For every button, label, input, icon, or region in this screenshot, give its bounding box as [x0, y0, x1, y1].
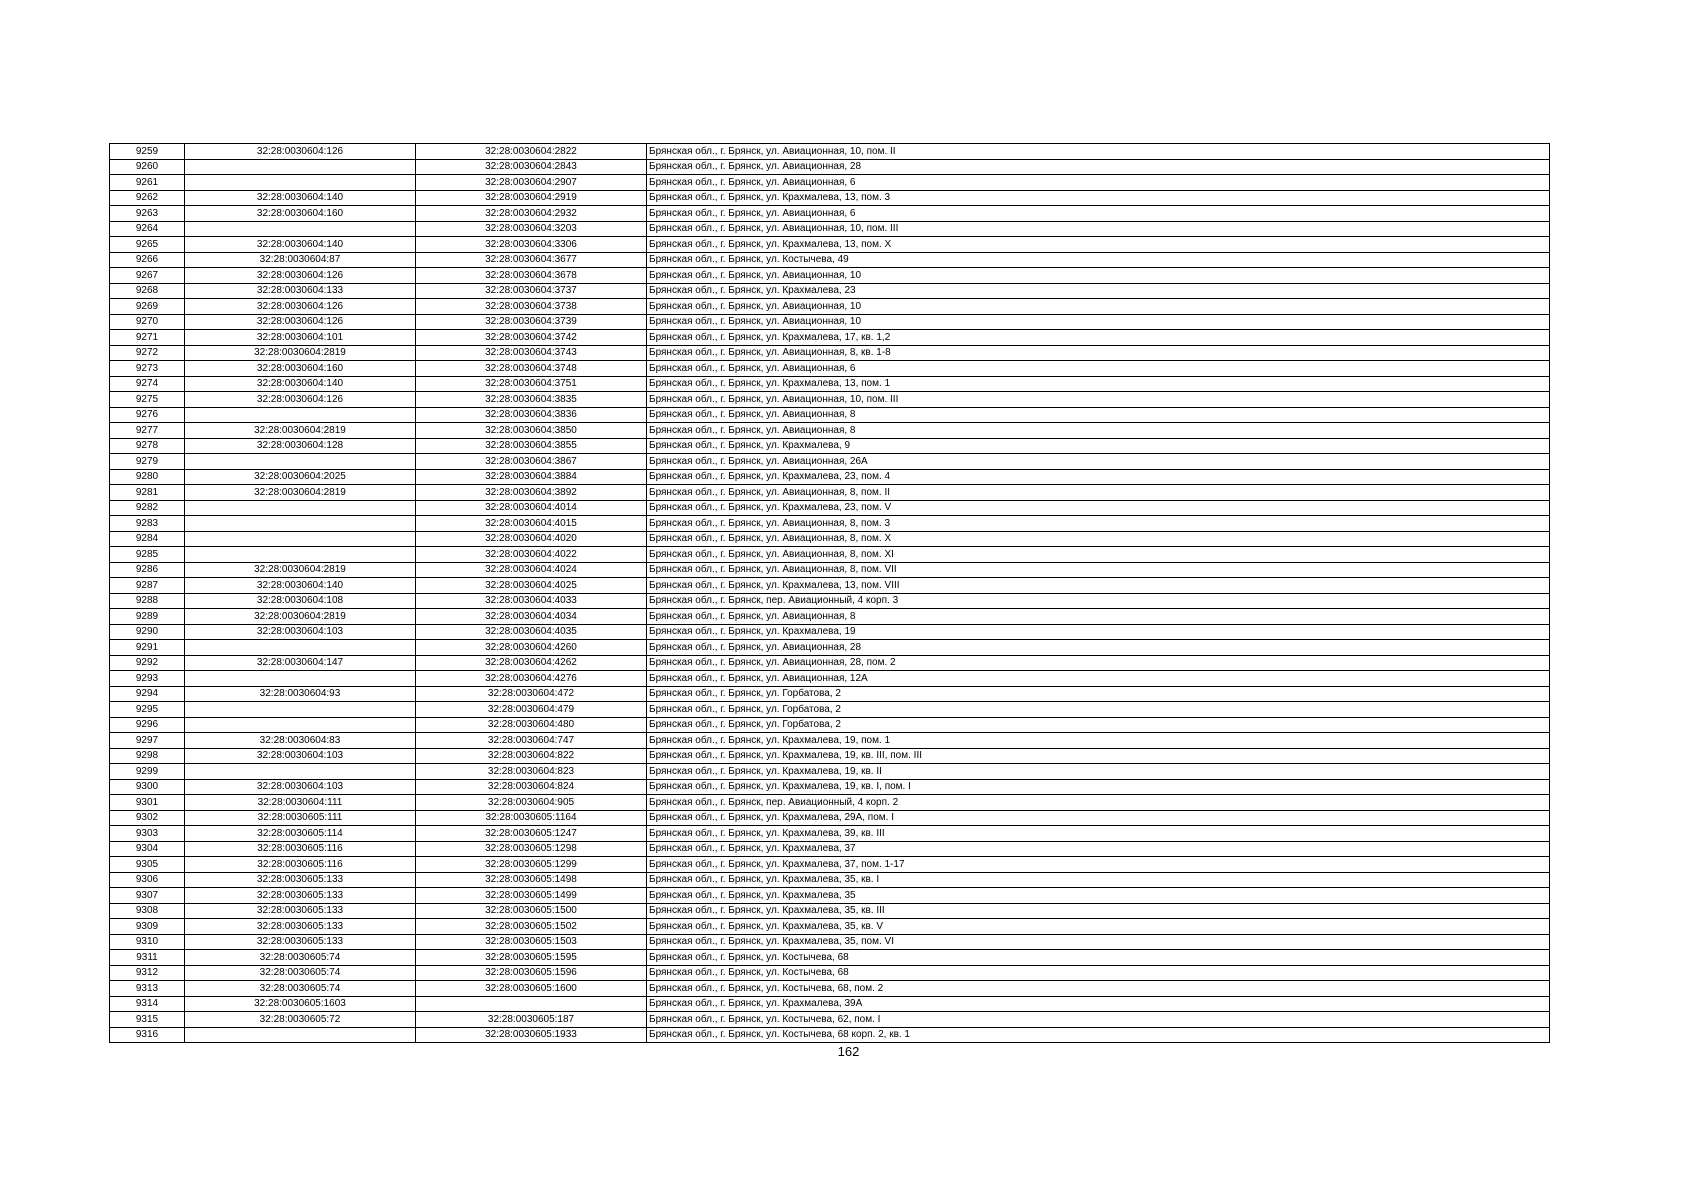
row-number-cell: 9287: [110, 578, 185, 594]
address-cell: Брянская обл., г. Брянск, ул. Авиационная, 8, пом. X: [647, 531, 1550, 547]
row-number-cell: 9308: [110, 903, 185, 919]
page-number: 162: [837, 1044, 860, 1059]
address-cell: Брянская обл., г. Брянск, ул. Горбатова, 2: [647, 686, 1550, 702]
cadastral-number-cell: 32:28:0030605:1503: [416, 934, 647, 950]
cadastral-number-cell: 32:28:0030604:3738: [416, 299, 647, 315]
parent-cadastral-number-cell: 32:28:0030605:133: [185, 919, 416, 935]
parent-cadastral-number-cell: 32:28:0030604:93: [185, 686, 416, 702]
row-number-cell: 9271: [110, 330, 185, 346]
parent-cadastral-number-cell: 32:28:0030604:103: [185, 624, 416, 640]
table-row: [110, 438, 1550, 454]
table-row: [110, 872, 1550, 888]
address-cell: Брянская обл., г. Брянск, ул. Крахмалева, 13, пом. 1: [647, 376, 1550, 392]
table-row: [110, 454, 1550, 470]
table-row: [110, 686, 1550, 702]
table-row: [110, 1027, 1550, 1043]
row-number-cell: 9278: [110, 438, 185, 454]
parent-cadastral-number-cell: 32:28:0030605:116: [185, 841, 416, 857]
table-row: [110, 748, 1550, 764]
address-cell: Брянская обл., г. Брянск, ул. Крахмалева, 35, пом. VI: [647, 934, 1550, 950]
row-number-cell: 9269: [110, 299, 185, 315]
address-cell: Брянская обл., г. Брянск, пер. Авиационный, 4 корп. 3: [647, 593, 1550, 609]
row-number-cell: 9300: [110, 779, 185, 795]
cadastral-number-cell: 32:28:0030604:4024: [416, 562, 647, 578]
row-number-cell: 9303: [110, 826, 185, 842]
parent-cadastral-number-cell: [185, 454, 416, 470]
cadastral-number-cell: 32:28:0030604:4033: [416, 593, 647, 609]
address-cell: Брянская обл., г. Брянск, ул. Крахмалева, 37: [647, 841, 1550, 857]
parent-cadastral-number-cell: [185, 671, 416, 687]
parent-cadastral-number-cell: 32:28:0030605:133: [185, 903, 416, 919]
parent-cadastral-number-cell: 32:28:0030604:111: [185, 795, 416, 811]
address-cell: Брянская обл., г. Брянск, ул. Крахмалева, 37, пом. 1-17: [647, 857, 1550, 873]
address-cell: Брянская обл., г. Брянск, ул. Авиационная, 26А: [647, 454, 1550, 470]
table-row: [110, 857, 1550, 873]
cadastral-number-cell: 32:28:0030604:3737: [416, 283, 647, 299]
table-row: [110, 919, 1550, 935]
address-cell: Брянская обл., г. Брянск, ул. Крахмалева, 19: [647, 624, 1550, 640]
table-row: [110, 624, 1550, 640]
cadastral-number-cell: 32:28:0030605:1933: [416, 1027, 647, 1043]
parent-cadastral-number-cell: [185, 407, 416, 423]
cadastral-number-cell: 32:28:0030604:3678: [416, 268, 647, 284]
table-row: [110, 764, 1550, 780]
cadastral-number-cell: 32:28:0030604:2822: [416, 144, 647, 160]
row-number-cell: 9259: [110, 144, 185, 160]
parent-cadastral-number-cell: 32:28:0030604:2819: [185, 562, 416, 578]
table-row: [110, 314, 1550, 330]
parent-cadastral-number-cell: 32:28:0030604:126: [185, 314, 416, 330]
parent-cadastral-number-cell: 32:28:0030604:140: [185, 578, 416, 594]
table-row: [110, 252, 1550, 268]
table-row: [110, 299, 1550, 315]
cadastral-number-cell: 32:28:0030604:3835: [416, 392, 647, 408]
cadastral-number-cell: 32:28:0030604:3739: [416, 314, 647, 330]
cadastral-number-cell: 32:28:0030604:822: [416, 748, 647, 764]
cadastral-number-cell: 32:28:0030605:1498: [416, 872, 647, 888]
row-number-cell: 9313: [110, 981, 185, 997]
cadastral-number-cell: 32:28:0030604:3748: [416, 361, 647, 377]
parent-cadastral-number-cell: 32:28:0030605:133: [185, 872, 416, 888]
table-row: [110, 841, 1550, 857]
row-number-cell: 9296: [110, 717, 185, 733]
table-row: [110, 779, 1550, 795]
register-table-body: [110, 144, 1550, 1043]
address-cell: Брянская обл., г. Брянск, ул. Авиационная, 10, пом. III: [647, 221, 1550, 237]
row-number-cell: 9264: [110, 221, 185, 237]
parent-cadastral-number-cell: [185, 1027, 416, 1043]
table-row: [110, 392, 1550, 408]
table-row: [110, 950, 1550, 966]
table-row: [110, 702, 1550, 718]
cadastral-number-cell: 32:28:0030604:4035: [416, 624, 647, 640]
row-number-cell: 9283: [110, 516, 185, 532]
table-row: [110, 593, 1550, 609]
table-row: [110, 640, 1550, 656]
row-number-cell: 9290: [110, 624, 185, 640]
address-cell: Брянская обл., г. Брянск, ул. Авиационная, 8, пом. II: [647, 485, 1550, 501]
row-number-cell: 9298: [110, 748, 185, 764]
table-row: [110, 175, 1550, 191]
table-row: [110, 826, 1550, 842]
cadastral-number-cell: 32:28:0030604:3884: [416, 469, 647, 485]
cadastral-number-cell: 32:28:0030605:187: [416, 1012, 647, 1028]
cadastral-number-cell: 32:28:0030604:2907: [416, 175, 647, 191]
parent-cadastral-number-cell: 32:28:0030604:147: [185, 655, 416, 671]
cadastral-number-cell: 32:28:0030604:747: [416, 733, 647, 749]
cadastral-number-cell: 32:28:0030605:1600: [416, 981, 647, 997]
parent-cadastral-number-cell: 32:28:0030605:116: [185, 857, 416, 873]
address-cell: Брянская обл., г. Брянск, ул. Авиационная, 6: [647, 175, 1550, 191]
address-cell: Брянская обл., г. Брянск, ул. Авиационная, 12А: [647, 671, 1550, 687]
address-cell: Брянская обл., г. Брянск, ул. Костычева, 68, пом. 2: [647, 981, 1550, 997]
cadastral-number-cell: 32:28:0030605:1500: [416, 903, 647, 919]
parent-cadastral-number-cell: 32:28:0030604:140: [185, 376, 416, 392]
address-cell: Брянская обл., г. Брянск, ул. Авиационная, 10: [647, 268, 1550, 284]
parent-cadastral-number-cell: [185, 764, 416, 780]
parent-cadastral-number-cell: 32:28:0030604:133: [185, 283, 416, 299]
cadastral-number-cell: 32:28:0030605:1298: [416, 841, 647, 857]
cadastral-number-cell: 32:28:0030604:3855: [416, 438, 647, 454]
cadastral-number-cell: 32:28:0030604:3836: [416, 407, 647, 423]
table-row: [110, 996, 1550, 1012]
row-number-cell: 9263: [110, 206, 185, 222]
row-number-cell: 9267: [110, 268, 185, 284]
address-cell: Брянская обл., г. Брянск, ул. Крахмалева, 35, кв. I: [647, 872, 1550, 888]
parent-cadastral-number-cell: 32:28:0030604:103: [185, 779, 416, 795]
table-row: [110, 423, 1550, 439]
cadastral-number-cell: 32:28:0030604:480: [416, 717, 647, 733]
row-number-cell: 9311: [110, 950, 185, 966]
address-cell: Брянская обл., г. Брянск, ул. Костычева, 49: [647, 252, 1550, 268]
parent-cadastral-number-cell: 32:28:0030605:74: [185, 950, 416, 966]
cadastral-number-cell: 32:28:0030604:824: [416, 779, 647, 795]
row-number-cell: 9280: [110, 469, 185, 485]
parent-cadastral-number-cell: 32:28:0030605:111: [185, 810, 416, 826]
cadastral-number-cell: 32:28:0030604:4022: [416, 547, 647, 563]
table-row: [110, 578, 1550, 594]
parent-cadastral-number-cell: 32:28:0030605:72: [185, 1012, 416, 1028]
row-number-cell: 9268: [110, 283, 185, 299]
row-number-cell: 9272: [110, 345, 185, 361]
parent-cadastral-number-cell: 32:28:0030605:74: [185, 981, 416, 997]
row-number-cell: 9289: [110, 609, 185, 625]
row-number-cell: 9262: [110, 190, 185, 206]
row-number-cell: 9270: [110, 314, 185, 330]
parent-cadastral-number-cell: 32:28:0030604:126: [185, 144, 416, 160]
table-row: [110, 283, 1550, 299]
table-row: [110, 981, 1550, 997]
cadastral-register-table: [109, 143, 1550, 1043]
address-cell: Брянская обл., г. Брянск, ул. Горбатова, 2: [647, 717, 1550, 733]
address-cell: Брянская обл., г. Брянск, ул. Крахмалева, 19, кв. II: [647, 764, 1550, 780]
address-cell: Брянская обл., г. Брянск, ул. Авиационная, 8, пом. XI: [647, 547, 1550, 563]
row-number-cell: 9295: [110, 702, 185, 718]
parent-cadastral-number-cell: 32:28:0030604:2819: [185, 423, 416, 439]
row-number-cell: 9310: [110, 934, 185, 950]
table-row: [110, 159, 1550, 175]
row-number-cell: 9265: [110, 237, 185, 253]
cadastral-number-cell: 32:28:0030604:3306: [416, 237, 647, 253]
parent-cadastral-number-cell: [185, 221, 416, 237]
cadastral-number-cell: 32:28:0030604:2843: [416, 159, 647, 175]
cadastral-number-cell: 32:28:0030604:3850: [416, 423, 647, 439]
parent-cadastral-number-cell: [185, 702, 416, 718]
address-cell: Брянская обл., г. Брянск, пер. Авиационный, 4 корп. 2: [647, 795, 1550, 811]
table-row: [110, 531, 1550, 547]
address-cell: Брянская обл., г. Брянск, ул. Крахмалева, 13, пом. X: [647, 237, 1550, 253]
parent-cadastral-number-cell: 32:28:0030604:128: [185, 438, 416, 454]
table-row: [110, 965, 1550, 981]
parent-cadastral-number-cell: [185, 640, 416, 656]
row-number-cell: 9297: [110, 733, 185, 749]
address-cell: Брянская обл., г. Брянск, ул. Авиационная, 8, пом. VII: [647, 562, 1550, 578]
row-number-cell: 9304: [110, 841, 185, 857]
parent-cadastral-number-cell: [185, 516, 416, 532]
row-number-cell: 9293: [110, 671, 185, 687]
cadastral-number-cell: 32:28:0030604:905: [416, 795, 647, 811]
address-cell: Брянская обл., г. Брянск, ул. Крахмалева, 35, кв. III: [647, 903, 1550, 919]
address-cell: Брянская обл., г. Брянск, ул. Крахмалева, 13, пом. 3: [647, 190, 1550, 206]
row-number-cell: 9306: [110, 872, 185, 888]
row-number-cell: 9279: [110, 454, 185, 470]
cadastral-number-cell: 32:28:0030604:3743: [416, 345, 647, 361]
row-number-cell: 9261: [110, 175, 185, 191]
parent-cadastral-number-cell: 32:28:0030604:160: [185, 361, 416, 377]
parent-cadastral-number-cell: 32:28:0030604:140: [185, 190, 416, 206]
parent-cadastral-number-cell: [185, 175, 416, 191]
row-number-cell: 9277: [110, 423, 185, 439]
parent-cadastral-number-cell: [185, 159, 416, 175]
cadastral-number-cell: 32:28:0030604:3867: [416, 454, 647, 470]
row-number-cell: 9274: [110, 376, 185, 392]
address-cell: Брянская обл., г. Брянск, ул. Авиационная, 28, пом. 2: [647, 655, 1550, 671]
table-row: [110, 190, 1550, 206]
cadastral-number-cell: 32:28:0030604:4034: [416, 609, 647, 625]
address-cell: Брянская обл., г. Брянск, ул. Авиационная, 8, кв. 1-8: [647, 345, 1550, 361]
address-cell: Брянская обл., г. Брянск, ул. Крахмалева, 19, кв. III, пом. III: [647, 748, 1550, 764]
cadastral-number-cell: 32:28:0030605:1502: [416, 919, 647, 935]
address-cell: Брянская обл., г. Брянск, ул. Крахмалева, 13, пом. VIII: [647, 578, 1550, 594]
address-cell: Брянская обл., г. Брянск, ул. Крахмалева, 35, кв. V: [647, 919, 1550, 935]
cadastral-number-cell: 32:28:0030604:2932: [416, 206, 647, 222]
row-number-cell: 9276: [110, 407, 185, 423]
parent-cadastral-number-cell: 32:28:0030604:2819: [185, 345, 416, 361]
cadastral-number-cell: 32:28:0030604:3751: [416, 376, 647, 392]
address-cell: Брянская обл., г. Брянск, ул. Крахмалева, 39, кв. III: [647, 826, 1550, 842]
cadastral-number-cell: 32:28:0030604:4014: [416, 500, 647, 516]
parent-cadastral-number-cell: 32:28:0030604:2819: [185, 609, 416, 625]
address-cell: Брянская обл., г. Брянск, ул. Крахмалева, 29А, пом. I: [647, 810, 1550, 826]
cadastral-number-cell: 32:28:0030605:1247: [416, 826, 647, 842]
parent-cadastral-number-cell: 32:28:0030604:126: [185, 299, 416, 315]
row-number-cell: 9281: [110, 485, 185, 501]
parent-cadastral-number-cell: 32:28:0030604:108: [185, 593, 416, 609]
address-cell: Брянская обл., г. Брянск, ул. Крахмалева, 19, кв. I, пом. I: [647, 779, 1550, 795]
row-number-cell: 9312: [110, 965, 185, 981]
table-row: [110, 268, 1550, 284]
table-row: [110, 671, 1550, 687]
parent-cadastral-number-cell: 32:28:0030604:101: [185, 330, 416, 346]
cadastral-number-cell: 32:28:0030604:2919: [416, 190, 647, 206]
address-cell: Брянская обл., г. Брянск, ул. Крахмалева, 9: [647, 438, 1550, 454]
cadastral-number-cell: 32:28:0030604:3203: [416, 221, 647, 237]
row-number-cell: 9301: [110, 795, 185, 811]
table-row: [110, 903, 1550, 919]
parent-cadastral-number-cell: [185, 531, 416, 547]
table-row: [110, 516, 1550, 532]
address-cell: Брянская обл., г. Брянск, ул. Крахмалева, 23: [647, 283, 1550, 299]
table-row: [110, 361, 1550, 377]
row-number-cell: 9305: [110, 857, 185, 873]
cadastral-number-cell: 32:28:0030605:1499: [416, 888, 647, 904]
address-cell: Брянская обл., г. Брянск, ул. Крахмалева, 39А: [647, 996, 1550, 1012]
row-number-cell: 9275: [110, 392, 185, 408]
row-number-cell: 9294: [110, 686, 185, 702]
row-number-cell: 9307: [110, 888, 185, 904]
parent-cadastral-number-cell: [185, 717, 416, 733]
table-row: [110, 547, 1550, 563]
address-cell: Брянская обл., г. Брянск, ул. Авиационная, 10, пом. II: [647, 144, 1550, 160]
table-row: [110, 1012, 1550, 1028]
table-row: [110, 144, 1550, 160]
cadastral-number-cell: 32:28:0030604:3892: [416, 485, 647, 501]
row-number-cell: 9266: [110, 252, 185, 268]
row-number-cell: 9273: [110, 361, 185, 377]
address-cell: Брянская обл., г. Брянск, ул. Крахмалева, 23, пом. V: [647, 500, 1550, 516]
cadastral-number-cell: 32:28:0030604:4015: [416, 516, 647, 532]
row-number-cell: 9309: [110, 919, 185, 935]
parent-cadastral-number-cell: 32:28:0030605:74: [185, 965, 416, 981]
row-number-cell: 9314: [110, 996, 185, 1012]
parent-cadastral-number-cell: 32:28:0030604:2025: [185, 469, 416, 485]
row-number-cell: 9288: [110, 593, 185, 609]
row-number-cell: 9260: [110, 159, 185, 175]
cadastral-number-cell: 32:28:0030604:479: [416, 702, 647, 718]
row-number-cell: 9315: [110, 1012, 185, 1028]
cadastral-number-cell: 32:28:0030605:1299: [416, 857, 647, 873]
table-row: [110, 485, 1550, 501]
table-row: [110, 655, 1550, 671]
table-row: [110, 810, 1550, 826]
table-row: [110, 888, 1550, 904]
row-number-cell: 9284: [110, 531, 185, 547]
cadastral-number-cell: 32:28:0030605:1596: [416, 965, 647, 981]
cadastral-number-cell: 32:28:0030604:3742: [416, 330, 647, 346]
parent-cadastral-number-cell: 32:28:0030604:126: [185, 392, 416, 408]
parent-cadastral-number-cell: 32:28:0030604:2819: [185, 485, 416, 501]
parent-cadastral-number-cell: [185, 547, 416, 563]
address-cell: Брянская обл., г. Брянск, ул. Крахмалева, 35: [647, 888, 1550, 904]
parent-cadastral-number-cell: 32:28:0030605:133: [185, 934, 416, 950]
table-row: [110, 609, 1550, 625]
cadastral-number-cell: [416, 996, 647, 1012]
cadastral-number-cell: 32:28:0030605:1595: [416, 950, 647, 966]
parent-cadastral-number-cell: 32:28:0030605:1603: [185, 996, 416, 1012]
parent-cadastral-number-cell: 32:28:0030604:140: [185, 237, 416, 253]
parent-cadastral-number-cell: 32:28:0030605:114: [185, 826, 416, 842]
address-cell: Брянская обл., г. Брянск, ул. Авиационная, 28: [647, 159, 1550, 175]
row-number-cell: 9292: [110, 655, 185, 671]
table-row: [110, 407, 1550, 423]
cadastral-number-cell: 32:28:0030604:823: [416, 764, 647, 780]
table-row: [110, 934, 1550, 950]
cadastral-number-cell: 32:28:0030604:4020: [416, 531, 647, 547]
table-row: [110, 221, 1550, 237]
address-cell: Брянская обл., г. Брянск, ул. Крахмалева, 17, кв. 1,2: [647, 330, 1550, 346]
address-cell: Брянская обл., г. Брянск, ул. Крахмалева, 23, пом. 4: [647, 469, 1550, 485]
address-cell: Брянская обл., г. Брянск, ул. Костычева, 68: [647, 965, 1550, 981]
row-number-cell: 9291: [110, 640, 185, 656]
address-cell: Брянская обл., г. Брянск, ул. Авиационная, 8: [647, 423, 1550, 439]
table-row: [110, 717, 1550, 733]
address-cell: Брянская обл., г. Брянск, ул. Костычева, 68: [647, 950, 1550, 966]
parent-cadastral-number-cell: 32:28:0030604:87: [185, 252, 416, 268]
address-cell: Брянская обл., г. Брянск, ул. Костычева, 68 корп. 2, кв. 1: [647, 1027, 1550, 1043]
table-row: [110, 469, 1550, 485]
table-row: [110, 345, 1550, 361]
parent-cadastral-number-cell: 32:28:0030604:83: [185, 733, 416, 749]
cadastral-number-cell: 32:28:0030604:3677: [416, 252, 647, 268]
address-cell: Брянская обл., г. Брянск, ул. Костычева, 62, пом. I: [647, 1012, 1550, 1028]
cadastral-number-cell: 32:28:0030605:1164: [416, 810, 647, 826]
address-cell: Брянская обл., г. Брянск, ул. Авиационная, 6: [647, 361, 1550, 377]
address-cell: Брянская обл., г. Брянск, ул. Авиационная, 6: [647, 206, 1550, 222]
cadastral-number-cell: 32:28:0030604:472: [416, 686, 647, 702]
table-row: [110, 237, 1550, 253]
table-row: [110, 562, 1550, 578]
row-number-cell: 9285: [110, 547, 185, 563]
table-row: [110, 733, 1550, 749]
row-number-cell: 9282: [110, 500, 185, 516]
address-cell: Брянская обл., г. Брянск, ул. Авиационная, 8: [647, 609, 1550, 625]
parent-cadastral-number-cell: 32:28:0030604:103: [185, 748, 416, 764]
table-row: [110, 206, 1550, 222]
parent-cadastral-number-cell: [185, 500, 416, 516]
row-number-cell: 9286: [110, 562, 185, 578]
cadastral-number-cell: 32:28:0030604:4262: [416, 655, 647, 671]
row-number-cell: 9302: [110, 810, 185, 826]
address-cell: Брянская обл., г. Брянск, ул. Авиационная, 10, пом. III: [647, 392, 1550, 408]
table-row: [110, 376, 1550, 392]
address-cell: Брянская обл., г. Брянск, ул. Авиационная, 8, пом. 3: [647, 516, 1550, 532]
table-row: [110, 330, 1550, 346]
table-row: [110, 500, 1550, 516]
table-row: [110, 795, 1550, 811]
address-cell: Брянская обл., г. Брянск, ул. Авиационная, 28: [647, 640, 1550, 656]
address-cell: Брянская обл., г. Брянск, ул. Авиационная, 10: [647, 299, 1550, 315]
address-cell: Брянская обл., г. Брянск, ул. Авиационная, 8: [647, 407, 1550, 423]
parent-cadastral-number-cell: 32:28:0030604:160: [185, 206, 416, 222]
cadastral-number-cell: 32:28:0030604:4260: [416, 640, 647, 656]
parent-cadastral-number-cell: 32:28:0030605:133: [185, 888, 416, 904]
address-cell: Брянская обл., г. Брянск, ул. Крахмалева, 19, пом. 1: [647, 733, 1550, 749]
address-cell: Брянская обл., г. Брянск, ул. Авиационная, 10: [647, 314, 1550, 330]
parent-cadastral-number-cell: 32:28:0030604:126: [185, 268, 416, 284]
address-cell: Брянская обл., г. Брянск, ул. Горбатова, 2: [647, 702, 1550, 718]
cadastral-number-cell: 32:28:0030604:4276: [416, 671, 647, 687]
row-number-cell: 9316: [110, 1027, 185, 1043]
row-number-cell: 9299: [110, 764, 185, 780]
cadastral-number-cell: 32:28:0030604:4025: [416, 578, 647, 594]
